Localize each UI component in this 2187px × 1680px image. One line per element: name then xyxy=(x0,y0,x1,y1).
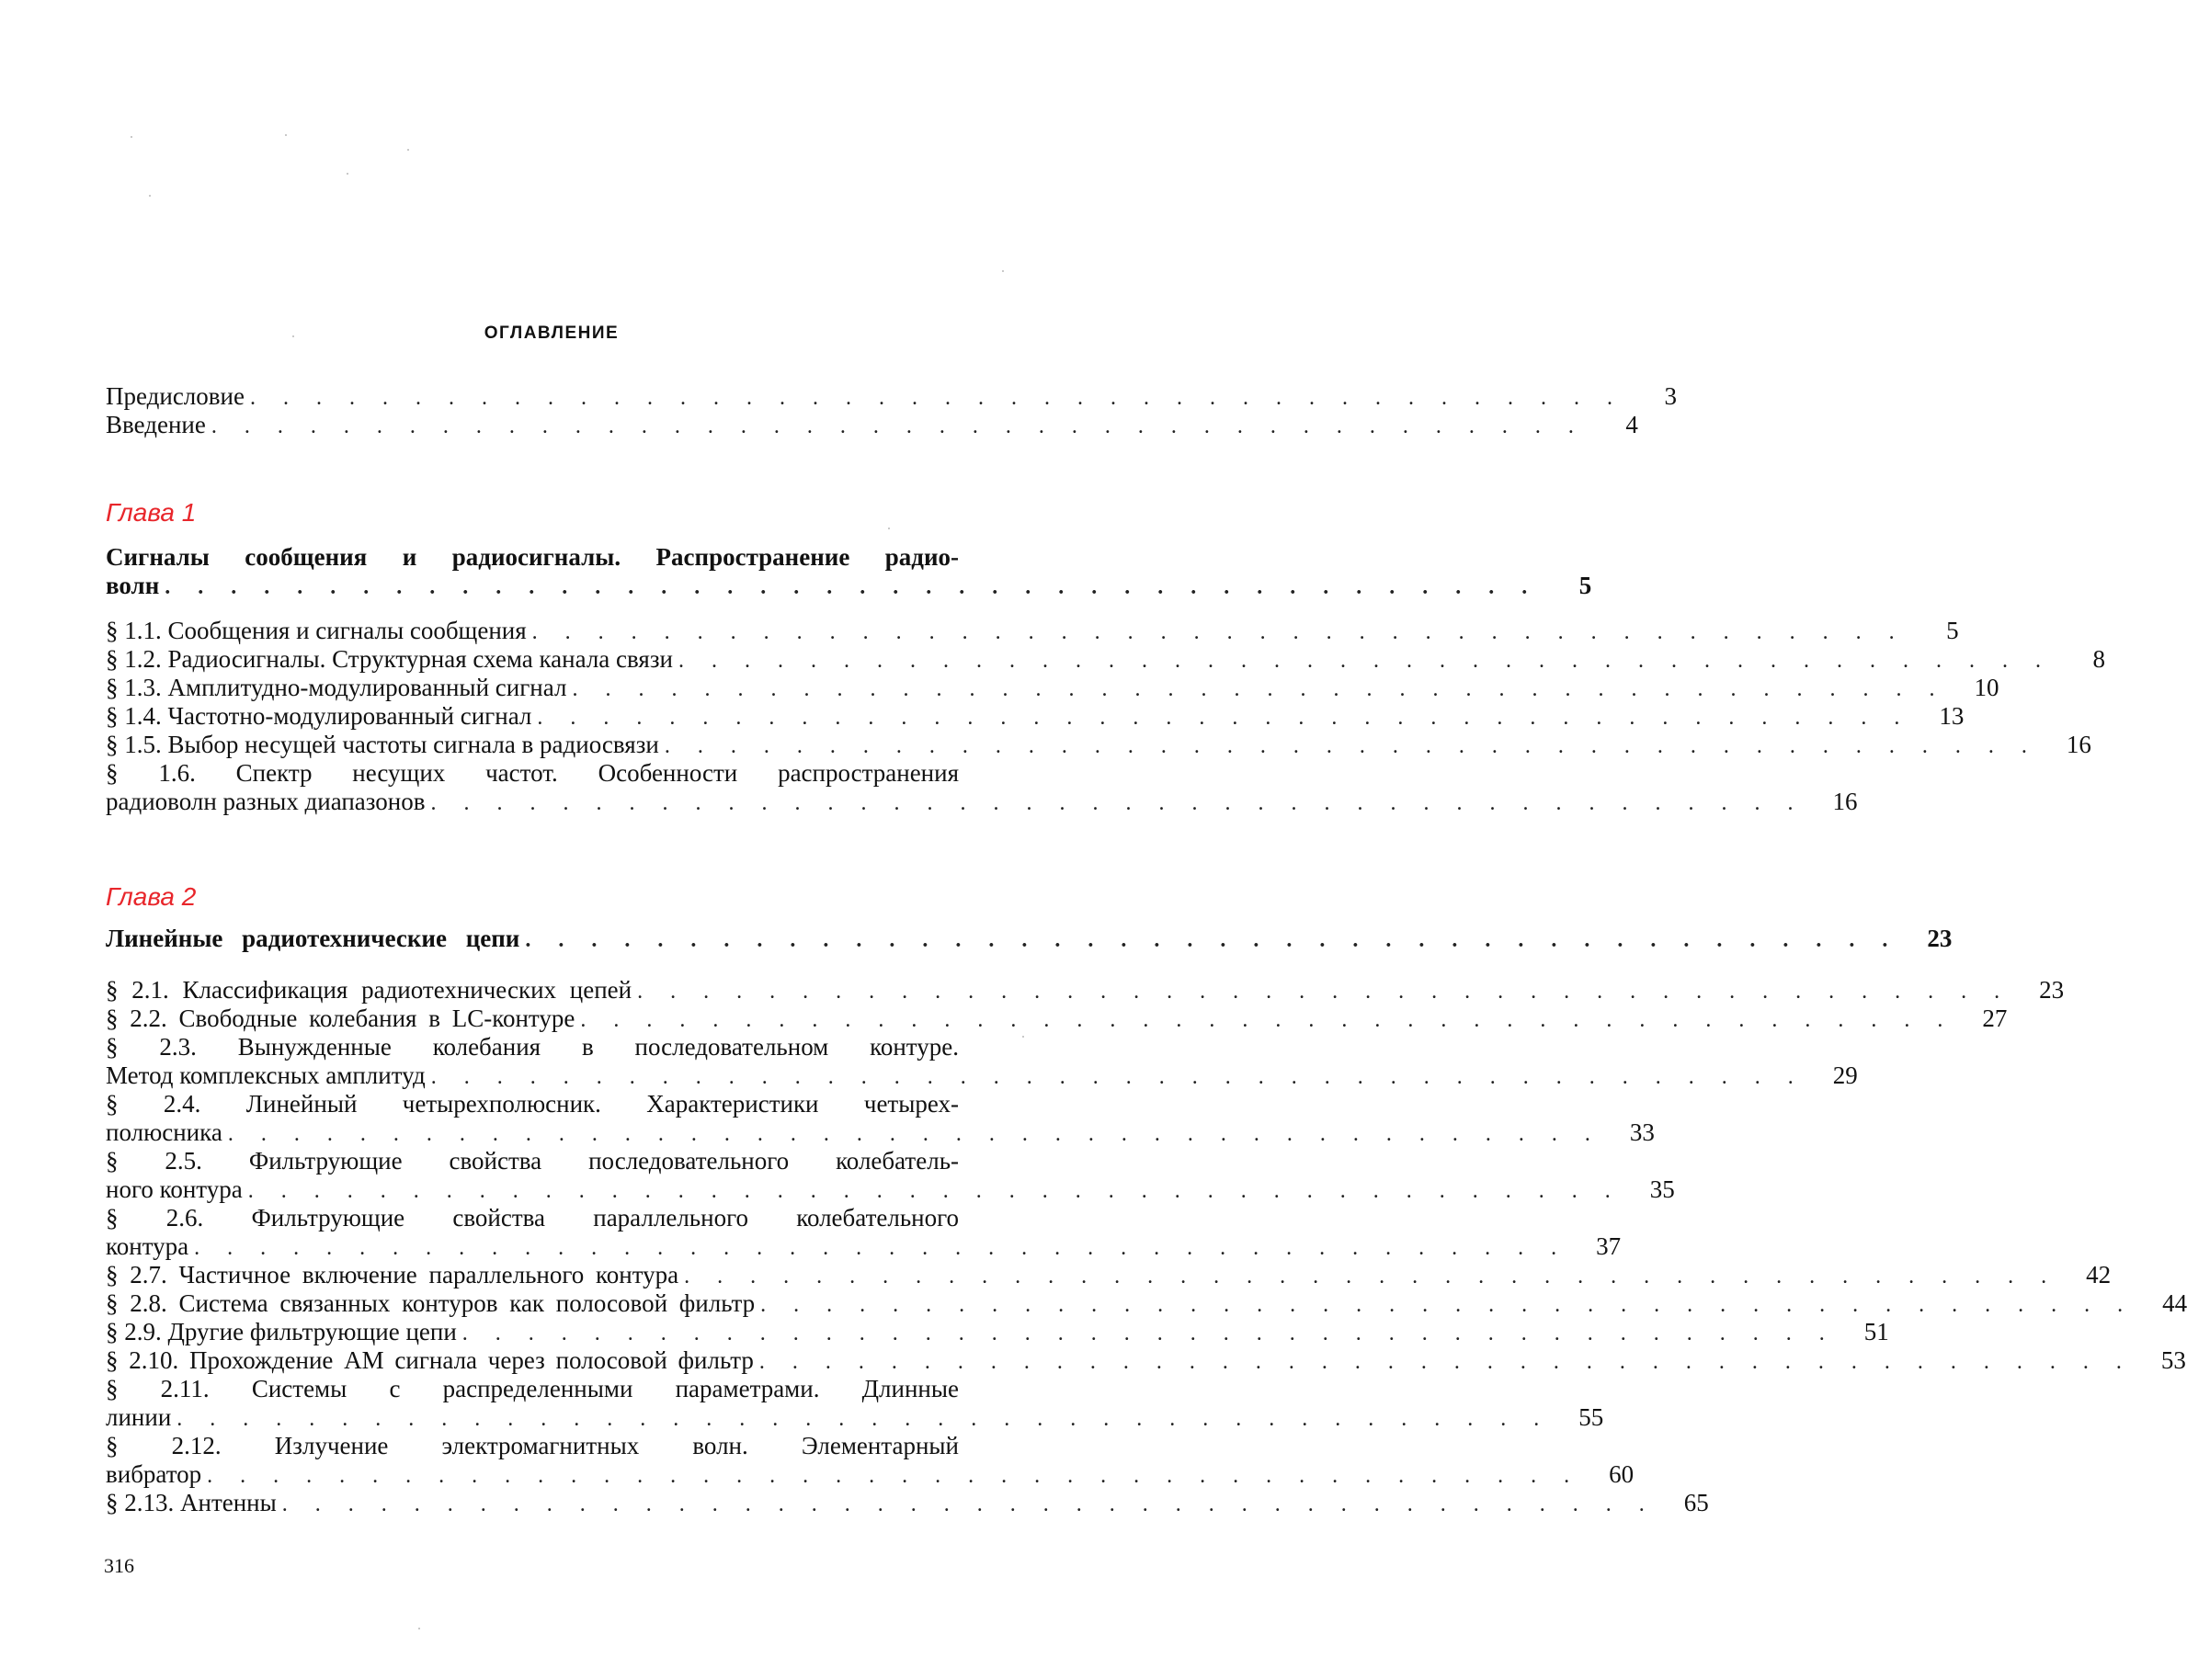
entry-page: 53 xyxy=(2160,1346,2186,1374)
scan-speck xyxy=(1022,1036,1024,1038)
entry-title: § 1.3. Амплитудно-модулированный сигнал xyxy=(106,674,567,701)
entry-title: ного контура xyxy=(106,1175,243,1203)
entry-title-line: § 2.11. Системы с распределенными параметрами. Длинные xyxy=(106,1375,959,1402)
entry-page: 16 xyxy=(2066,731,2091,758)
dot-leader: . . . . . . . . . . . . . . . . . . . . . . . . . . . . . . . . . . . . . . . . . . xyxy=(525,928,1899,952)
entry-page: 5 xyxy=(1946,617,1959,644)
dot-leader: . . . . . . . . . . . . . . . . . . . . . . . . . . . . . . . . . . . . . . . . . . xyxy=(537,706,1911,730)
dot-leader: . . . . . . . . . . . . . . . . . . . . . . . . . . . . . . . . . . . . . . . . . . xyxy=(194,1236,1568,1260)
entry-page: 16 xyxy=(1832,788,1858,815)
entry-title: Линейные радиотехнические цепи xyxy=(106,925,520,952)
scan-speck xyxy=(418,1628,420,1629)
dot-leader: . . . . . . . . . . . . . . . . . . . . . . . . . . . . . . . . . . . . . . . . . . xyxy=(684,1265,2058,1288)
toc-entry-1-4 xyxy=(106,702,1965,731)
entry-title: § 1.5. Выбор несущей частоты сигнала в радиосвязи xyxy=(106,731,659,758)
toc-entry-preface xyxy=(106,382,1677,411)
entry-title: радиоволн разных диапазонов xyxy=(106,788,426,815)
dot-leader: . . . . . . . . . . . . . . . . . . . . . . . . . . . . . . . . . . . . . . . . . . xyxy=(430,791,1805,815)
dot-leader: . . . . . . . . . . . . . . . . . . . . . . . . . . . . . . . . . . . . . . . . . . xyxy=(211,414,1585,438)
scan-speck xyxy=(407,149,409,151)
entry-title-line: § 1.6. Спектр несущих частот. Особенности распространения xyxy=(106,759,959,787)
chapter-1-label: Глава 1 xyxy=(106,498,197,527)
scan-speck xyxy=(285,134,287,136)
entry-page: 23 xyxy=(2039,976,2065,1004)
toc-entry-2-8 xyxy=(106,1289,2187,1318)
entry-title: Введение xyxy=(106,411,206,438)
scan-speck xyxy=(149,195,151,197)
dot-leader: . . . . . . . . . . . . . . . . . . . . . . . . . . . . . . . . . . . . . . . . . . xyxy=(165,575,1539,599)
dot-leader: . . . . . . . . . . . . . . . . . . . . . . . . . . . . . . . . . . . . . . . . . . xyxy=(430,1065,1805,1089)
dot-leader: . . . . . . . . . . . . . . . . . . . . . . . . . . . . . . . . . . . . . . . . . . xyxy=(678,649,2052,673)
dot-leader: . . . . . . . . . . . . . . . . . . . . . . . . . . . . . . . . . . . . . . . . . . xyxy=(758,1350,2133,1374)
entry-title-line: § 2.12. Излучение электромагнитных волн. Элементарный xyxy=(106,1432,959,1459)
toc-entry-2-6 xyxy=(106,1204,1622,1261)
scan-speck xyxy=(131,136,132,138)
entry-title: § 2.8. Система связанных контуров как полосовой фильтр xyxy=(106,1289,756,1317)
dot-leader: . . . . . . . . . . . . . . . . . . . . . . . . . . . . . . . . . . . . . . . . . . xyxy=(572,677,1946,701)
chapter-2-label: Глава 2 xyxy=(106,882,197,911)
toc-entry-2-13 xyxy=(106,1489,1709,1517)
toc-entry-1-6 xyxy=(106,759,1858,816)
entry-page: 10 xyxy=(1974,674,1999,701)
page-number: 316 xyxy=(104,1554,134,1577)
entry-title: § 2.2. Свободные колебания в LC-контуре xyxy=(106,1005,575,1032)
dot-leader: . . . . . . . . . . . . . . . . . . . . . . . . . . . . . . . . . . . . . . . . . . xyxy=(281,1493,1656,1516)
scan-speck xyxy=(347,173,348,175)
entry-page: 5 xyxy=(1578,572,1592,599)
dot-leader: . . . . . . . . . . . . . . . . . . . . . . . . . . . . . . . . . . . . . . . . . . xyxy=(637,980,2011,1004)
entry-page: 4 xyxy=(1625,411,1638,438)
entry-page: 3 xyxy=(1664,382,1677,410)
entry-title: § 1.2. Радиосигналы. Структурная схема канала связи xyxy=(106,645,673,673)
entry-page: 27 xyxy=(1982,1005,2008,1032)
entry-page: 60 xyxy=(1609,1460,1635,1488)
toc-entry-2-2 xyxy=(106,1005,2008,1033)
entry-title: полюсника xyxy=(106,1118,222,1146)
toc-entry-1-5 xyxy=(106,731,2091,759)
entry-title: Предисловие xyxy=(106,382,245,410)
entry-title-line: § 2.5. Фильтрующие свойства последовательного колебатель- xyxy=(106,1147,959,1175)
entry-page: 37 xyxy=(1596,1232,1622,1260)
entry-page: 42 xyxy=(2086,1261,2112,1288)
toc-heading: ОГЛАВЛЕНИЕ xyxy=(484,324,620,343)
entry-page: 8 xyxy=(2092,645,2105,673)
entry-title-line: § 2.6. Фильтрующие свойства параллельного колебательного xyxy=(106,1204,959,1232)
dot-leader: . . . . . . . . . . . . . . . . . . . . . . . . . . . . . . . . . . . . . . . . . . xyxy=(760,1293,2135,1317)
entry-title: волн xyxy=(106,572,160,599)
scan-speck xyxy=(888,528,890,529)
dot-leader: . . . . . . . . . . . . . . . . . . . . . . . . . . . . . . . . . . . . . . . . . . xyxy=(247,1179,1622,1203)
entry-title: § 1.1. Сообщения и сигналы сообщения xyxy=(106,617,527,644)
dot-leader: . . . . . . . . . . . . . . . . . . . . . . . . . . . . . . . . . . . . . . . . . . xyxy=(664,734,2038,758)
entry-page: 35 xyxy=(1649,1175,1675,1203)
chapter-1-title xyxy=(106,543,1592,600)
toc-entry-2-5 xyxy=(106,1147,1675,1204)
entry-page: 44 xyxy=(2162,1289,2187,1317)
toc-entry-2-7 xyxy=(106,1261,2112,1289)
entry-title: линии xyxy=(106,1403,172,1431)
entry-page: 33 xyxy=(1629,1118,1655,1146)
dot-leader: . . . . . . . . . . . . . . . . . . . . . . . . . . . . . . . . . . . . . . . . . . xyxy=(177,1407,1551,1431)
toc-entry-2-12 xyxy=(106,1432,1635,1489)
toc-entry-2-10 xyxy=(106,1346,2186,1375)
dot-leader: . . . . . . . . . . . . . . . . . . . . . . . . . . . . . . . . . . . . . . . . . . xyxy=(461,1322,1836,1345)
entry-title: § 2.13. Антенны xyxy=(106,1489,277,1516)
entry-title-line: Сигналы сообщения и радиосигналы. Распространение радио- xyxy=(106,543,959,571)
entry-title-line: § 2.3. Вынужденные колебания в последовательном контуре. xyxy=(106,1033,959,1061)
dot-leader: . . . . . . . . . . . . . . . . . . . . . . . . . . . . . . . . . . . . . . . . . . xyxy=(580,1008,1954,1032)
dot-leader: . . . . . . . . . . . . . . . . . . . . . . . . . . . . . . . . . . . . . . . . . . xyxy=(207,1464,1581,1488)
entry-page: 51 xyxy=(1863,1318,1889,1345)
entry-title: § 2.10. Прохождение АМ сигнала через полосовой фильтр xyxy=(106,1346,754,1374)
entry-title: § 2.1. Классификация радиотехнических цепей xyxy=(106,976,632,1004)
scan-speck xyxy=(1002,270,1004,272)
dot-leader: . . . . . . . . . . . . . . . . . . . . . . . . . . . . . . . . . . . . . . . . . . xyxy=(227,1122,1601,1146)
toc-entry-2-9 xyxy=(106,1318,1889,1346)
entry-title-line: § 2.4. Линейный четырехполюсник. Характеристики четырех- xyxy=(106,1090,959,1118)
entry-title: § 2.9. Другие фильтрующие цепи xyxy=(106,1318,457,1345)
dot-leader: . . . . . . . . . . . . . . . . . . . . . . . . . . . . . . . . . . . . . . . . . . xyxy=(531,620,1906,644)
toc-entry-1-1 xyxy=(106,617,1959,645)
toc-entry-2-4 xyxy=(106,1090,1655,1147)
toc-entry-1-2 xyxy=(106,645,2105,674)
entry-page: 13 xyxy=(1939,702,1965,730)
entry-title: вибратор xyxy=(106,1460,202,1488)
toc-entry-introduction xyxy=(106,411,1638,439)
entry-title: § 1.4. Частотно-модулированный сигнал xyxy=(106,702,532,730)
toc-entry-2-1 xyxy=(106,976,2065,1005)
toc-entry-2-3 xyxy=(106,1033,1858,1090)
entry-title: контура xyxy=(106,1232,189,1260)
chapter-2-title xyxy=(106,925,1953,953)
entry-page: 23 xyxy=(1927,925,1953,952)
toc-entry-1-3 xyxy=(106,674,1999,702)
entry-page: 65 xyxy=(1683,1489,1709,1516)
entry-title: § 2.7. Частичное включение параллельного контура xyxy=(106,1261,679,1288)
entry-page: 29 xyxy=(1832,1061,1858,1089)
toc-entry-2-11 xyxy=(106,1375,1604,1432)
entry-title: Метод комплексных амплитуд xyxy=(106,1061,426,1089)
dot-leader: . . . . . . . . . . . . . . . . . . . . . . . . . . . . . . . . . . . . . . . . . . xyxy=(249,386,1623,410)
entry-page: 55 xyxy=(1578,1403,1604,1431)
